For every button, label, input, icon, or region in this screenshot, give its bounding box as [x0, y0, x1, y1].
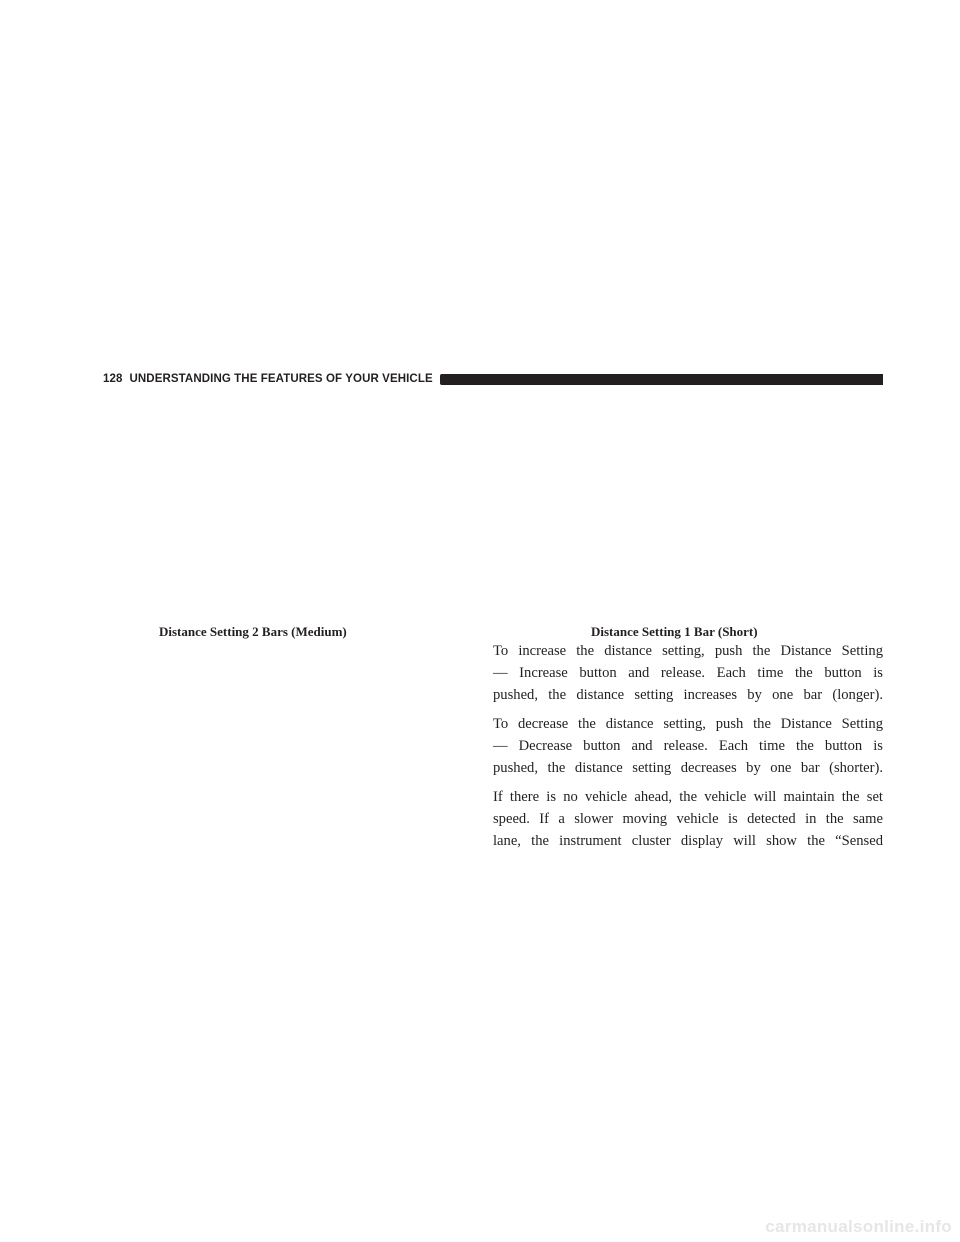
page-header	[103, 371, 883, 387]
text-line: lane, the instrument cluster display will show the “Sensed	[493, 833, 883, 849]
text-line: — Decrease button and release. Each time the button is	[493, 738, 883, 754]
section-title: UNDERSTANDING THE FEATURES OF YOUR VEHICLE	[129, 373, 433, 385]
body-text	[493, 640, 883, 859]
watermark: carmanualsonline.info	[765, 1217, 952, 1236]
paragraph-increase	[493, 640, 883, 706]
paragraph-decrease	[493, 713, 883, 779]
text-line: To decrease the distance setting, push the Distance Setting	[493, 716, 883, 732]
text-line: To increase the distance setting, push the Distance Setting	[493, 643, 883, 659]
text-line: — Increase button and release. Each time the button is	[493, 665, 883, 681]
text-line: pushed, the distance setting increases by one bar (longer).	[493, 687, 883, 703]
paragraph-no-vehicle	[493, 786, 883, 852]
header-rule	[440, 374, 883, 385]
page-number: 128	[103, 373, 123, 385]
text-line: speed. If a slower moving vehicle is detected in the same	[493, 811, 883, 827]
figure-caption-short: Distance Setting 1 Bar (Short)	[591, 624, 758, 639]
figure-caption-medium: Distance Setting 2 Bars (Medium)	[159, 624, 347, 639]
text-line: pushed, the distance setting decreases by one bar (shorter).	[493, 760, 883, 776]
text-line: If there is no vehicle ahead, the vehicle will maintain the set	[493, 789, 883, 805]
